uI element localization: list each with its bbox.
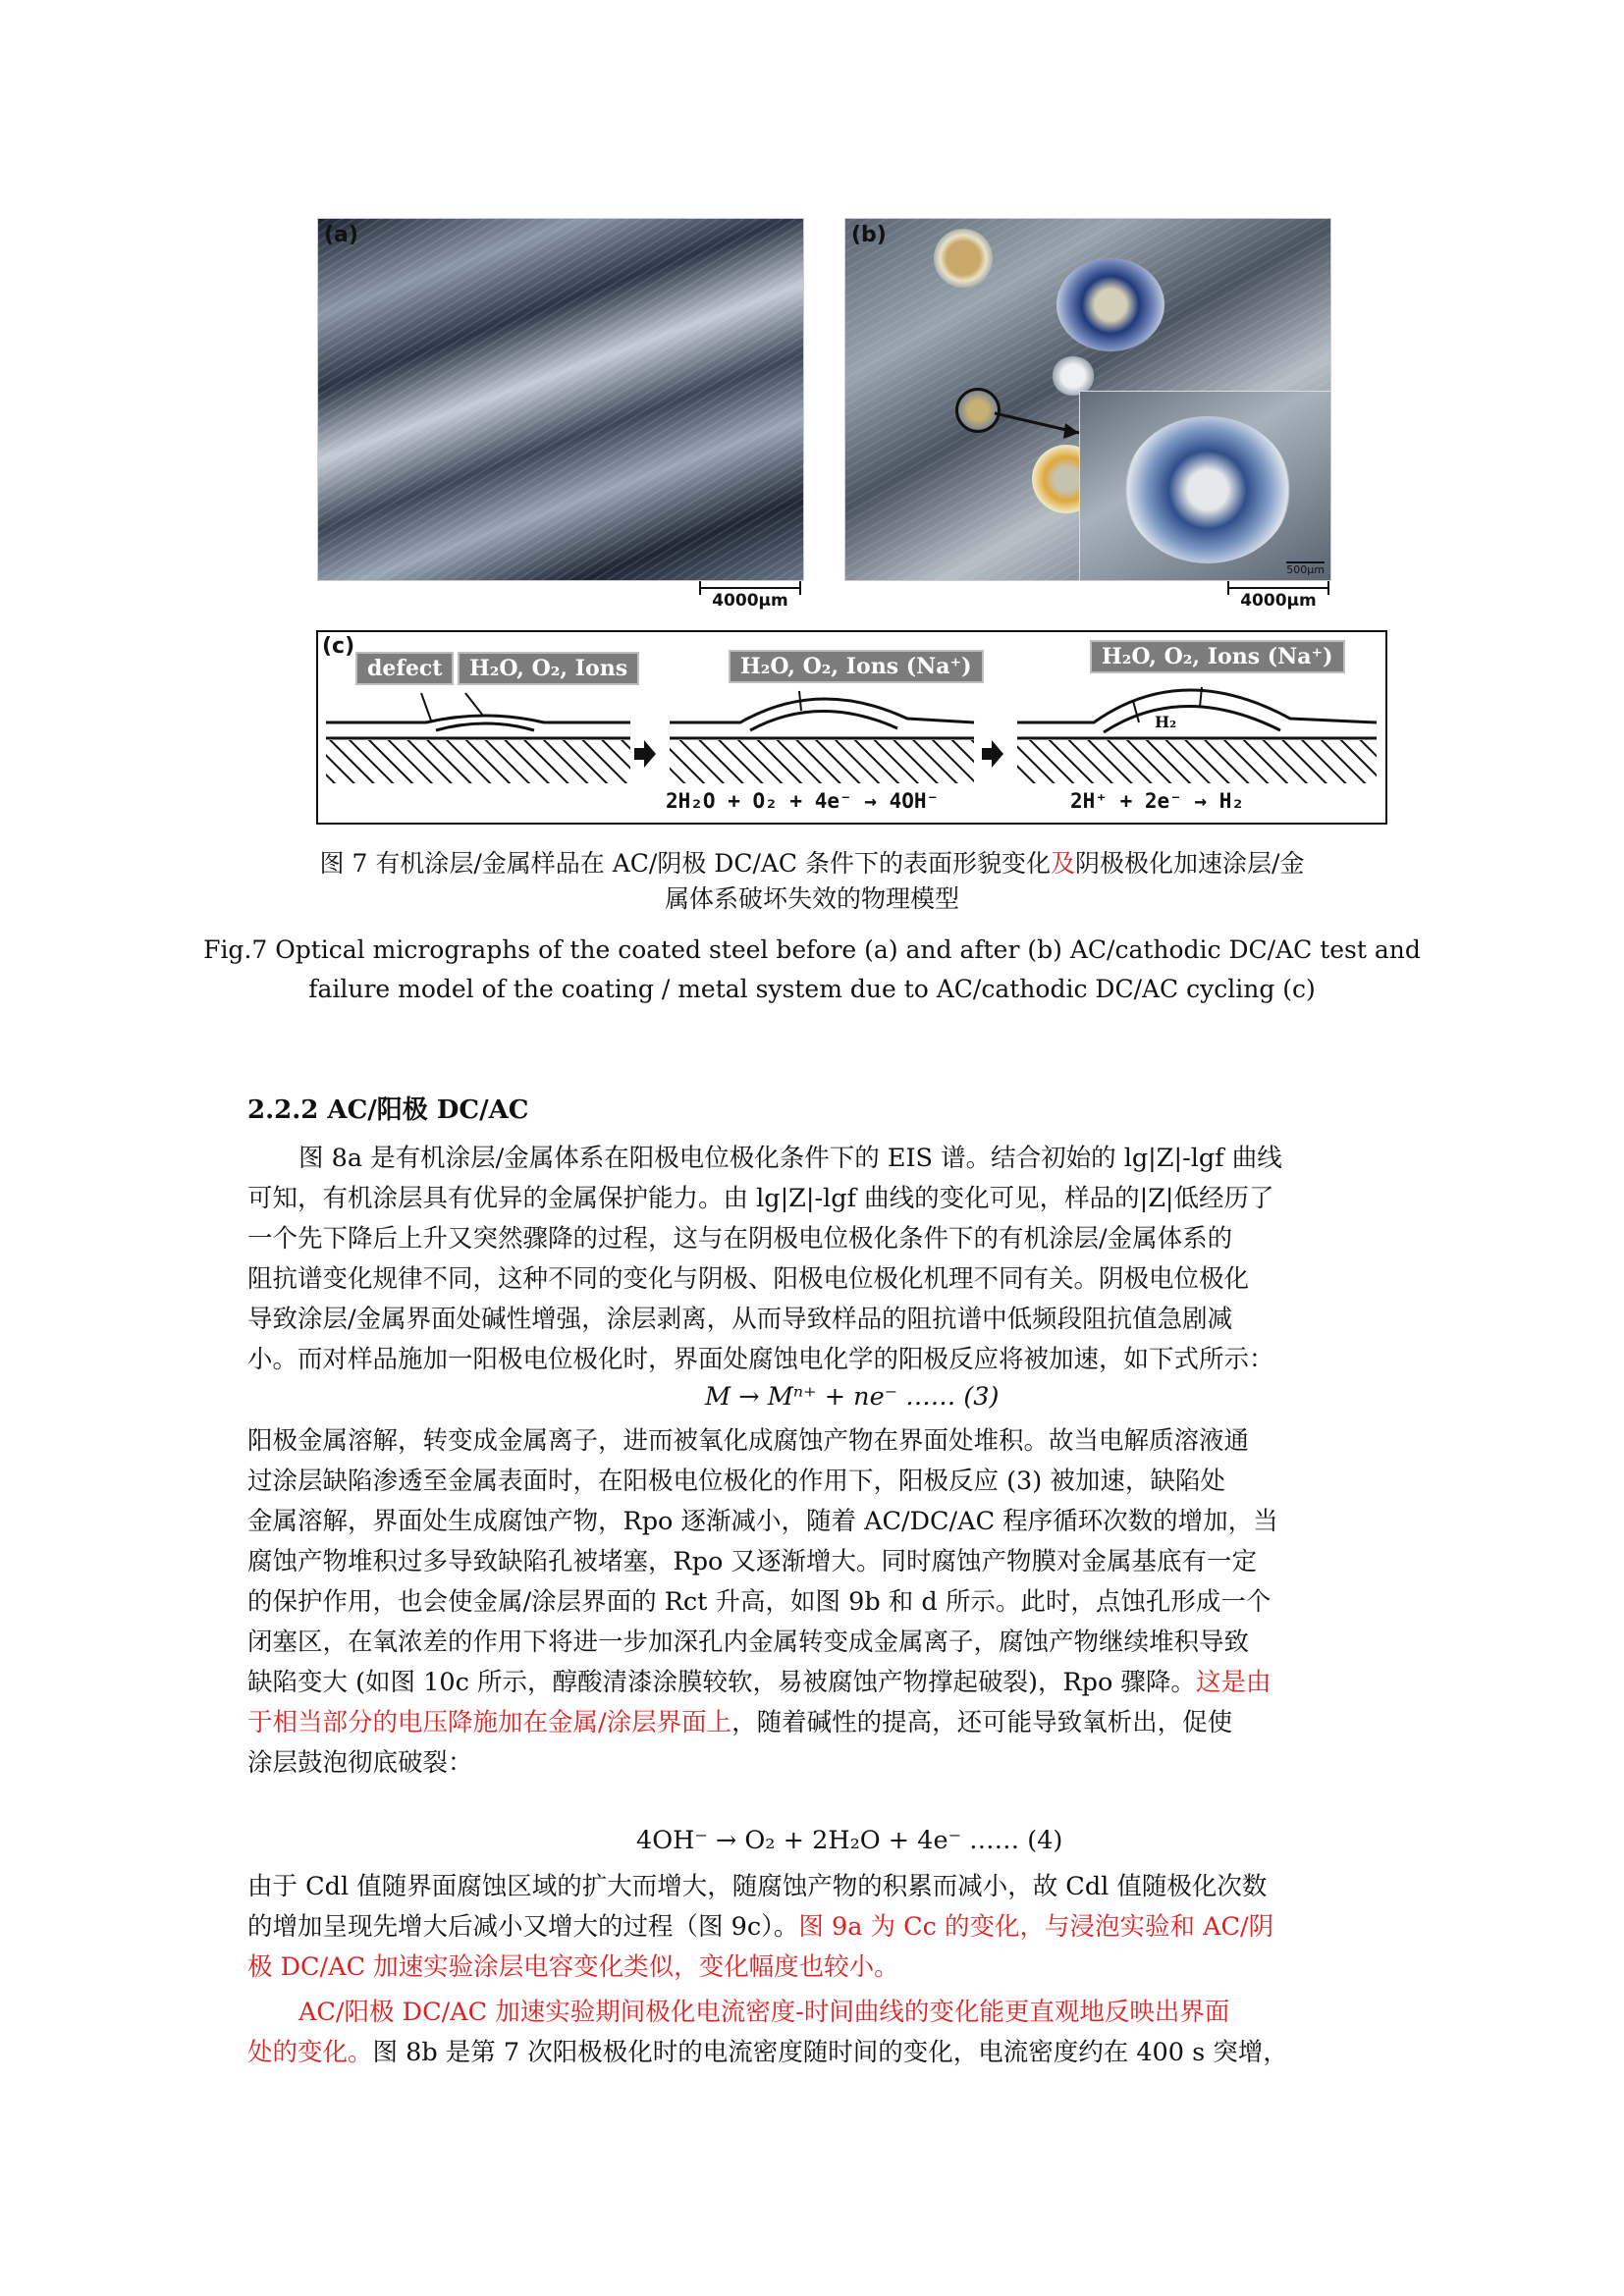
text-line: 腐蚀产物堆积过多导致缺陷孔被堵塞，Rpo 又逐渐增大。同时腐蚀产物膜对金属基底有一定 xyxy=(247,1547,1257,1576)
figure-caption-en-line1: Fig.7 Optical micrographs of the coated steel before (a) and after (b) AC/cathodic DC/AC test and xyxy=(203,935,1421,964)
figure-caption-cn-line2: 属体系破坏失效的物理模型 xyxy=(664,884,959,913)
text-span: ，随着碱性的提高，还可能导致氧析出，促使 xyxy=(731,1708,1233,1737)
section-heading: 2.2.2 AC/阳极 DC/AC xyxy=(247,1095,529,1125)
highlight-span: 于相当部分的电压降施加在金属/涂层界面上 xyxy=(247,1708,732,1737)
paragraph-2 xyxy=(247,1421,1381,1784)
micrograph-b xyxy=(844,218,1331,581)
figure-caption-en-line2: failure model of the coating / metal system due to AC/cathodic DC/AC cycling (c) xyxy=(308,975,1316,1003)
text-line: 导致涂层/金属界面处碱性增强，涂层剥离，从而导致样品的阻抗谱中低频段阻抗值急剧减 xyxy=(247,1305,1233,1334)
text-line xyxy=(247,1663,1381,1703)
text-line: 极 DC/AC 加速实验涂层电容变化类似，变化幅度也较小。 xyxy=(247,1952,899,1982)
highlight-span: 图 9a 为 Cc 的变化，与浸泡实验和 AC/阴 xyxy=(798,1912,1274,1942)
paragraph-1 xyxy=(247,1139,1381,1380)
text-line: 涂层鼓泡彻底破裂： xyxy=(247,1748,473,1778)
text-line: 阻抗谱变化规律不同，这种不同的变化与阴极、阳极电位极化机理不同有关。阴极电位极化 xyxy=(247,1264,1250,1294)
text-line: 小。而对样品施加一阳极电位极化时，界面处腐蚀电化学的阳极反应将被加速，如下式所示： xyxy=(247,1345,1274,1374)
text-line xyxy=(247,2033,1381,2073)
text-line: 图 8a 是有机涂层/金属体系在阳极电位极化条件下的 EIS 谱。结合初始的 lg|Z|-lgf 曲线 xyxy=(298,1144,1282,1173)
caption-text: 图 7 有机涂层/金属样品在 AC/阴极 DC/AC 条件下的表面形貌变化 xyxy=(319,849,1051,878)
failure-model-diagram xyxy=(316,630,1387,825)
text-line: 可知，有机涂层具有优异的金属保护能力。由 lg|Z|-lgf 曲线的变化可见，样品的|Z|低经历了 xyxy=(247,1184,1274,1213)
panel-c-label: (c) xyxy=(322,634,355,659)
scalebar-b: 4000μm xyxy=(1227,587,1329,611)
text-line: 过涂层缺陷渗透至金属表面时，在阳极电位极化的作用下，阳极反应 (3) 被加速，缺陷处 xyxy=(247,1467,1225,1496)
text-line: 阳极金属溶解，转变成金属离子，进而被氧化成腐蚀产物在界面处堆积。故当电解质溶液通 xyxy=(247,1426,1250,1456)
paragraph-4 xyxy=(247,1993,1381,2073)
ions-tag-2: H₂O, O₂, Ions (Na⁺) xyxy=(729,650,984,683)
text-line: 金属溶解，界面处生成腐蚀产物，Rpo 逐渐减小，随着 AC/DC/AC 程序循环次数的增加，当 xyxy=(247,1507,1278,1536)
text-line: AC/阳极 DC/AC 加速实验期间极化电流密度-时间曲线的变化能更直观地反映出界面 xyxy=(298,1998,1230,2027)
highlight-span: 这是由 xyxy=(1195,1668,1272,1697)
reaction-oxygen-reduction: 2H₂O + O₂ + 4e⁻ → 4OH⁻ xyxy=(666,789,940,813)
equation-3: M → Mⁿ⁺ + ne⁻ …… (3) xyxy=(705,1382,1000,1412)
highlight-span: 处的变化。 xyxy=(247,2038,373,2067)
scalebar-a: 4000μm xyxy=(699,587,801,611)
h2-label: H₂ xyxy=(1155,713,1177,731)
text-line xyxy=(247,1703,1381,1743)
ions-tag-1: H₂O, O₂, Ions xyxy=(458,652,639,685)
caption-text: 阴极极化加速涂层/金 xyxy=(1075,849,1305,878)
figure-caption-cn-line1 xyxy=(0,846,1624,881)
text-line: 的保护作用，也会使金属/涂层界面的 Rct 升高，如图 9b 和 d 所示。此时，点蚀孔形成一个 xyxy=(247,1587,1272,1617)
text-span: 图 8b 是第 7 次阳极极化时的电流密度随时间的变化，电流密度约在 400 s 突增， xyxy=(372,2038,1288,2067)
text-line: 闭塞区，在氧浓差的作用下将进一步加深孔内金属转变成金属离子，腐蚀产物继续堆积导致 xyxy=(247,1628,1250,1657)
micrograph-a xyxy=(317,218,804,581)
ions-tag-3: H₂O, O₂, Ions (Na⁺) xyxy=(1090,640,1345,673)
inset-scalebar: 500μm xyxy=(1286,563,1325,576)
reaction-hydrogen-evolution: 2H⁺ + 2e⁻ → H₂ xyxy=(1070,789,1245,813)
text-span: 的增加呈现先增大后减小又增大的过程（图 9c）。 xyxy=(247,1912,799,1942)
caption-highlight: 及 xyxy=(1051,849,1076,878)
text-line: 由于 Cdl 值随界面腐蚀区域的扩大而增大，随腐蚀产物的积累而减小，故 Cdl 值随极化次数 xyxy=(247,1872,1268,1901)
defect-tag: defect xyxy=(355,652,454,685)
text-line xyxy=(247,1907,1381,1948)
panel-b-label: (b) xyxy=(851,223,887,247)
text-line: 一个先下降后上升又突然骤降的过程，这与在阴极电位极化条件下的有机涂层/金属体系的 xyxy=(247,1224,1233,1254)
pointer-arrow xyxy=(845,219,1330,580)
panel-a-label: (a) xyxy=(324,223,358,247)
equation-4: 4OH⁻ → O₂ + 2H₂O + 4e⁻ …… (4) xyxy=(636,1826,1063,1855)
text-span: 缺陷变大 (如图 10c 所示，醇酸清漆涂膜较软，易被腐蚀产物撑起破裂)，Rpo 骤降。 xyxy=(247,1668,1196,1697)
paragraph-3 xyxy=(247,1867,1381,1988)
